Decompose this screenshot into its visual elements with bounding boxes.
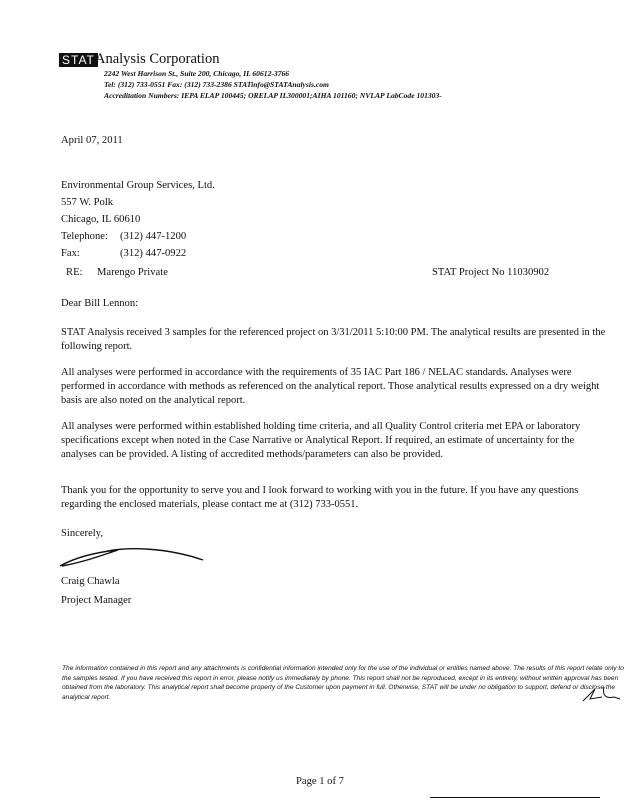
recipient-telephone-label: Telephone: [61,231,108,242]
page-number: Page 1 of 7 [296,776,344,787]
confidentiality-disclaimer: The information contained in this report and any attachments is confidential information intended only for the use of the individual or entities named above. The results of this report relate only to the samples tested. If you have received this report in error, please notify us immediately by phone. This report shall not be reproduced, except in its entirety, without written approval has been obtained from the laboratory. This analytical report shall become property of the Customer upon payment in full. Otherwise, STAT will be under no obligation to support, defend or disclose the analytical report. [62,665,624,701]
company-name: Analysis Corporation [95,51,220,67]
letter-date: April 07, 2011 [61,135,123,146]
signer-name: Craig Chawla [61,576,120,587]
signature [58,544,208,570]
paragraph-3: All analyses were performed within established holding time criteria, and all Quality Control criteria met EPA or laboratory specifications except when noted in the Case Narrative or Analytical Report. If required, an estimate of uncertainty for the analyses can be provided. A listing of accredited methods/parameters can also be provided. [61,421,581,460]
re-value: Marengo Private [97,267,168,278]
paragraph-2: All analyses were performed in accordance with the requirements of 35 IAC Part 186 / NELAC standards. Analyses were performed in accordance with methods as referenced on the analytical report. Those analytical results expressed on a dry weight basis are also noted on the analytical report. [61,367,600,406]
accreditation-numbers: Accreditation Numbers: IEPA ELAP 100445; ORELAP IL300001;AIHA 101160; NVLAP LabCode 101303- [104,91,442,100]
signer-title: Project Manager [61,595,132,606]
salutation: Dear Bill Lennon: [61,298,139,309]
company-contact: Tel: (312) 733-0551 Fax: (312) 733-2386 STATinfo@STATAnalysis.com [104,80,329,89]
closing: Sincerely, [61,528,103,539]
paragraph-4: Thank you for the opportunity to serve you and I look forward to working with you in the future. If you have any questions regarding the enclosed materials, please contact me at (312) 733-0551. [61,485,579,510]
recipient-fax-label: Fax: [61,248,80,259]
re-label: RE: [66,267,83,278]
paragraph-1: STAT Analysis received 3 samples for the referenced project on 3/31/2011 5:10:00 PM. The analytical results are presented in the following report. [61,327,606,352]
recipient-city: Chicago, IL 60610 [61,214,141,225]
recipient-name: Environmental Group Services, Ltd. [61,180,215,191]
project-number: STAT Project No 11030902 [432,267,550,278]
company-logo: STAT [59,53,98,67]
footer-rule [430,797,600,798]
initials-mark [580,683,625,705]
company-address: 2242 West Harrison St., Suite 200, Chicago, IL 60612-3766 [104,69,290,78]
recipient-fax: (312) 447-0922 [120,248,187,259]
recipient-telephone: (312) 447-1200 [120,231,187,242]
recipient-street: 557 W. Polk [61,197,114,208]
